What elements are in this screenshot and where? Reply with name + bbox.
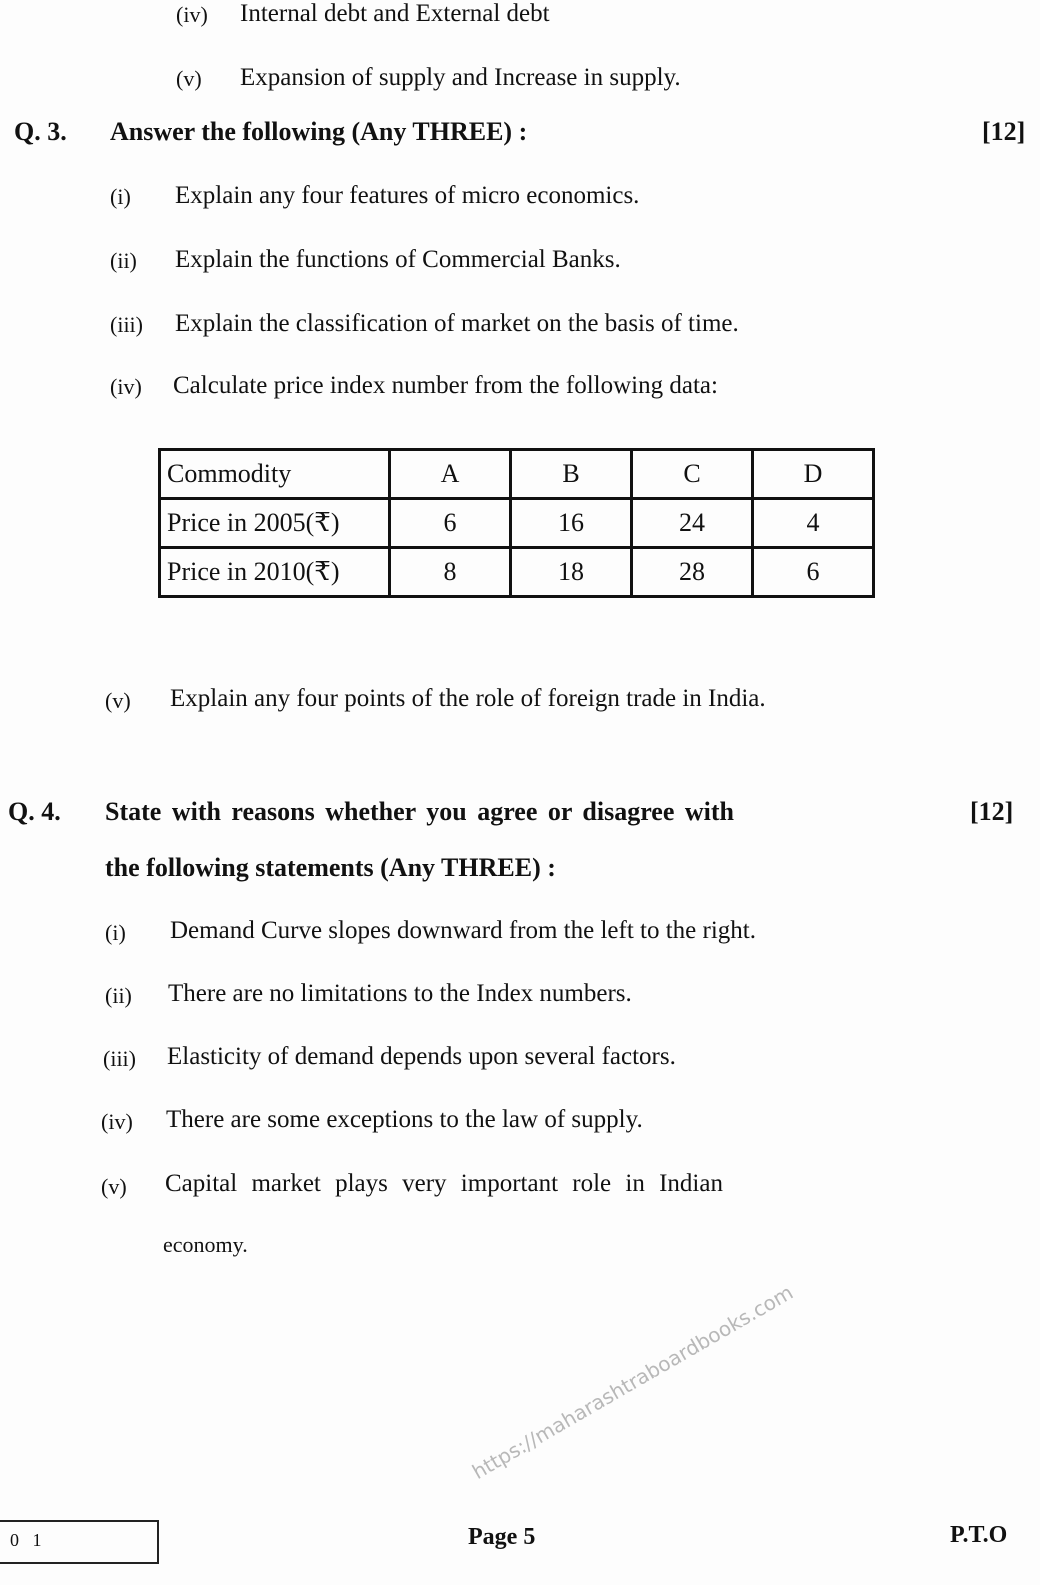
marks: [12] [982,117,1026,146]
question-number: Q. 4. [8,797,61,826]
item-number: (v) [176,66,202,91]
item-text: Explain the classification of market on the basis of time. [175,310,739,337]
item-text: Explain the functions of Commercial Banks. [175,246,621,273]
item-number: (iv) [176,2,208,27]
item-number: (ii) [110,248,137,273]
table-cell: 6 [753,548,874,597]
item-text: Explain any four features of micro economics. [175,182,640,209]
item-text: There are some exceptions to the law of supply. [166,1106,643,1133]
item-text: economy. [163,1232,248,1257]
item-number: (ii) [105,983,132,1008]
question-title: Answer the following (Any THREE) : [110,117,528,146]
item-number: (v) [101,1174,127,1199]
table-header: Commodity [160,450,390,499]
item-text: Demand Curve slopes downward from the left to the right. [170,917,756,944]
table-row [160,548,874,597]
table-header: A [390,450,511,499]
item-text: Internal debt and External debt [240,0,550,27]
marks: [12] [970,797,1014,826]
table-header: B [511,450,632,499]
page-code: 0 1 [10,1530,42,1550]
price-table [158,448,875,598]
table-cell: 18 [511,548,632,597]
table-header: D [753,450,874,499]
table-cell: 6 [390,499,511,548]
page-code-box [0,1520,159,1564]
table-cell: 28 [632,548,753,597]
item-text: Explain any four points of the role of foreign trade in India. [170,685,766,712]
item-text: Calculate price index number from the following data: [173,372,718,399]
item-text: Capital market plays very important role in Indian [165,1170,723,1197]
item-number: (iii) [110,312,143,337]
question-number: Q. 3. [14,117,67,146]
table-header-row [160,450,874,499]
table-cell: Price in 2010(₹) [160,548,390,597]
table-cell: 8 [390,548,511,597]
question-title: the following statements (Any THREE) : [105,853,556,882]
table-cell: 24 [632,499,753,548]
item-number: (i) [110,184,131,209]
item-number: (v) [105,688,131,713]
item-number: (i) [105,920,126,945]
watermark: https://maharashtraboardbooks.com [468,1280,798,1484]
pto-label: P.T.O [950,1522,1008,1548]
table-header: C [632,450,753,499]
item-text: There are no limitations to the Index numbers. [168,980,632,1007]
table-cell: 16 [511,499,632,548]
item-text: Elasticity of demand depends upon several factors. [167,1043,676,1070]
question-title: State with reasons whether you agree or disagree with [105,797,734,826]
table-cell: 4 [753,499,874,548]
table-row [160,499,874,548]
item-number: (iv) [101,1109,133,1134]
item-text: Expansion of supply and Increase in supply. [240,64,681,91]
table-cell: Price in 2005(₹) [160,499,390,548]
page-number: Page 5 [468,1524,536,1550]
item-number: (iii) [103,1046,136,1071]
item-number: (iv) [110,374,142,399]
